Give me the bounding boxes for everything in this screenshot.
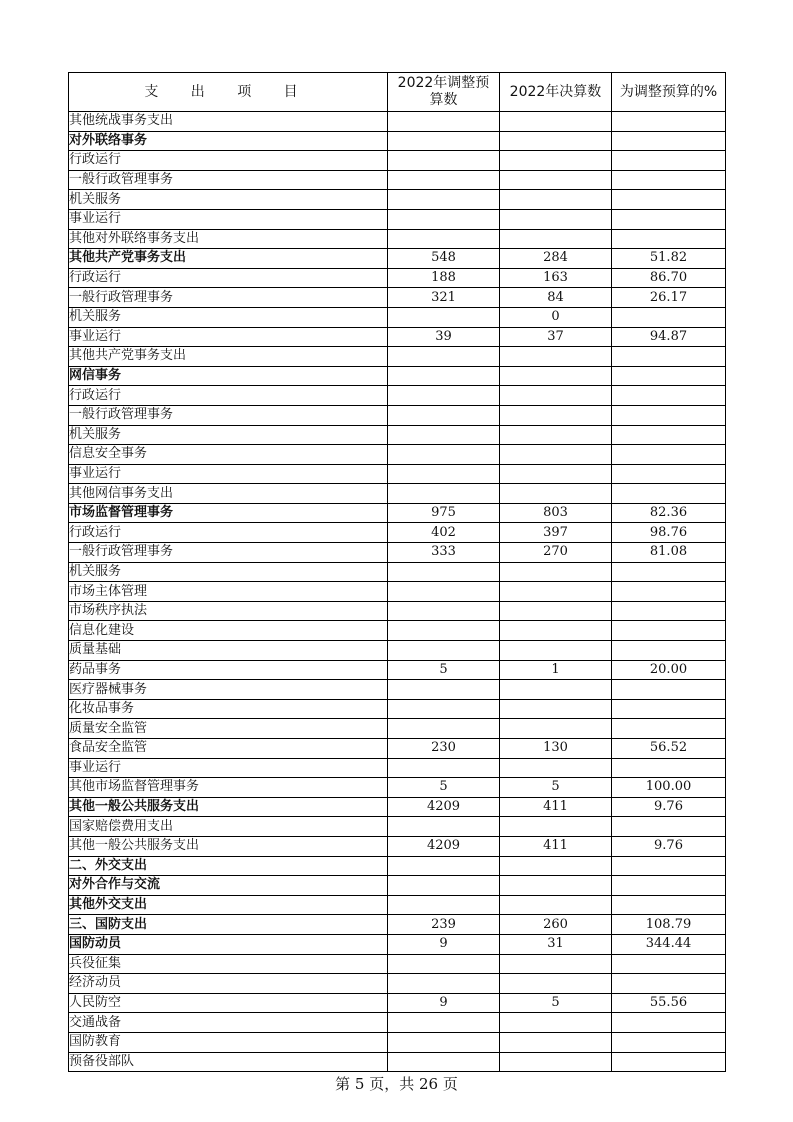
row-adjusted-budget bbox=[388, 601, 500, 621]
row-final-amount bbox=[500, 817, 612, 837]
row-item-name: 网信事务 bbox=[69, 366, 388, 386]
row-item-name: 对外合作与交流 bbox=[69, 876, 388, 896]
row-percent: 94.87 bbox=[612, 327, 726, 347]
row-item-name: 市场秩序执法 bbox=[69, 601, 388, 621]
row-final-amount bbox=[500, 1052, 612, 1072]
row-final-amount bbox=[500, 170, 612, 190]
table-row bbox=[69, 366, 726, 386]
row-item-name: 其他共产党事务支出 bbox=[69, 347, 388, 367]
row-final-amount bbox=[500, 719, 612, 739]
table-body bbox=[69, 112, 726, 1072]
row-adjusted-budget bbox=[388, 895, 500, 915]
row-adjusted-budget bbox=[388, 856, 500, 876]
table-row bbox=[69, 934, 726, 954]
table-row bbox=[69, 190, 726, 210]
table-row bbox=[69, 405, 726, 425]
row-item-name: 预备役部队 bbox=[69, 1052, 388, 1072]
row-adjusted-budget: 5 bbox=[388, 660, 500, 680]
row-percent bbox=[612, 1052, 726, 1072]
row-adjusted-budget bbox=[388, 1032, 500, 1052]
row-adjusted-budget bbox=[388, 209, 500, 229]
row-adjusted-budget bbox=[388, 229, 500, 249]
row-final-amount: 84 bbox=[500, 288, 612, 308]
row-final-amount bbox=[500, 1032, 612, 1052]
row-percent bbox=[612, 641, 726, 661]
table-row bbox=[69, 876, 726, 896]
table-row bbox=[69, 778, 726, 798]
row-adjusted-budget bbox=[388, 484, 500, 504]
row-final-amount: 411 bbox=[500, 797, 612, 817]
row-percent bbox=[612, 621, 726, 641]
row-percent bbox=[612, 209, 726, 229]
table-row bbox=[69, 523, 726, 543]
row-item-name: 化妆品事务 bbox=[69, 699, 388, 719]
row-adjusted-budget bbox=[388, 562, 500, 582]
row-final-amount bbox=[500, 562, 612, 582]
table-row bbox=[69, 151, 726, 171]
table-row bbox=[69, 170, 726, 190]
row-percent bbox=[612, 1032, 726, 1052]
table-row bbox=[69, 425, 726, 445]
row-adjusted-budget bbox=[388, 464, 500, 484]
row-item-name: 行政运行 bbox=[69, 523, 388, 543]
row-item-name: 其他共产党事务支出 bbox=[69, 249, 388, 269]
row-item-name: 三、国防支出 bbox=[69, 915, 388, 935]
row-percent bbox=[612, 307, 726, 327]
row-percent: 108.79 bbox=[612, 915, 726, 935]
table-row bbox=[69, 856, 726, 876]
table-row bbox=[69, 249, 726, 269]
row-percent bbox=[612, 876, 726, 896]
row-final-amount bbox=[500, 190, 612, 210]
row-item-name: 交通战备 bbox=[69, 1013, 388, 1033]
row-item-name: 经济动员 bbox=[69, 974, 388, 994]
row-adjusted-budget bbox=[388, 719, 500, 739]
row-item-name: 市场监督管理事务 bbox=[69, 503, 388, 523]
row-percent bbox=[612, 758, 726, 778]
row-final-amount bbox=[500, 112, 612, 132]
row-item-name: 其他一般公共服务支出 bbox=[69, 797, 388, 817]
row-item-name: 行政运行 bbox=[69, 386, 388, 406]
row-adjusted-budget bbox=[388, 1052, 500, 1072]
row-final-amount bbox=[500, 131, 612, 151]
row-percent bbox=[612, 425, 726, 445]
header-final-accounts: 2022年决算数 bbox=[500, 73, 612, 112]
row-final-amount bbox=[500, 366, 612, 386]
row-adjusted-budget: 9 bbox=[388, 934, 500, 954]
row-final-amount bbox=[500, 464, 612, 484]
row-item-name: 机关服务 bbox=[69, 190, 388, 210]
header-percent-of-budget: 为调整预算的% bbox=[612, 73, 726, 112]
row-final-amount bbox=[500, 758, 612, 778]
table-row bbox=[69, 601, 726, 621]
row-final-amount: 0 bbox=[500, 307, 612, 327]
row-item-name: 国防教育 bbox=[69, 1032, 388, 1052]
row-percent bbox=[612, 170, 726, 190]
table-row bbox=[69, 464, 726, 484]
row-item-name: 食品安全监管 bbox=[69, 739, 388, 759]
row-item-name: 事业运行 bbox=[69, 209, 388, 229]
row-adjusted-budget bbox=[388, 386, 500, 406]
header-adjusted-budget: 2022年调整预算数 bbox=[388, 73, 500, 112]
row-adjusted-budget: 4209 bbox=[388, 797, 500, 817]
row-percent bbox=[612, 190, 726, 210]
table-row bbox=[69, 131, 726, 151]
row-percent bbox=[612, 347, 726, 367]
row-adjusted-budget bbox=[388, 680, 500, 700]
row-percent bbox=[612, 895, 726, 915]
table-row bbox=[69, 288, 726, 308]
row-final-amount bbox=[500, 974, 612, 994]
row-adjusted-budget bbox=[388, 641, 500, 661]
row-item-name: 其他统战事务支出 bbox=[69, 112, 388, 132]
row-final-amount bbox=[500, 582, 612, 602]
row-item-name: 行政运行 bbox=[69, 268, 388, 288]
row-final-amount bbox=[500, 484, 612, 504]
row-final-amount bbox=[500, 386, 612, 406]
row-item-name: 国家赔偿费用支出 bbox=[69, 817, 388, 837]
row-percent: 51.82 bbox=[612, 249, 726, 269]
table-row bbox=[69, 699, 726, 719]
row-percent bbox=[612, 582, 726, 602]
table-row bbox=[69, 739, 726, 759]
row-final-amount bbox=[500, 151, 612, 171]
row-final-amount bbox=[500, 209, 612, 229]
row-percent bbox=[612, 817, 726, 837]
table-row bbox=[69, 817, 726, 837]
row-final-amount bbox=[500, 1013, 612, 1033]
row-percent bbox=[612, 699, 726, 719]
row-final-amount bbox=[500, 601, 612, 621]
row-adjusted-budget: 548 bbox=[388, 249, 500, 269]
row-percent bbox=[612, 680, 726, 700]
row-adjusted-budget bbox=[388, 621, 500, 641]
row-percent bbox=[612, 229, 726, 249]
row-adjusted-budget bbox=[388, 131, 500, 151]
row-percent bbox=[612, 856, 726, 876]
row-adjusted-budget bbox=[388, 876, 500, 896]
table-row bbox=[69, 307, 726, 327]
row-final-amount bbox=[500, 425, 612, 445]
row-percent bbox=[612, 562, 726, 582]
table-row bbox=[69, 680, 726, 700]
table-row bbox=[69, 543, 726, 563]
row-percent: 81.08 bbox=[612, 543, 726, 563]
row-item-name: 二、外交支出 bbox=[69, 856, 388, 876]
row-percent bbox=[612, 954, 726, 974]
row-item-name: 对外联络事务 bbox=[69, 131, 388, 151]
row-percent: 82.36 bbox=[612, 503, 726, 523]
row-final-amount: 5 bbox=[500, 778, 612, 798]
row-percent bbox=[612, 445, 726, 465]
row-adjusted-budget bbox=[388, 366, 500, 386]
table-row bbox=[69, 1013, 726, 1033]
table-row bbox=[69, 503, 726, 523]
row-item-name: 医疗器械事务 bbox=[69, 680, 388, 700]
row-final-amount: 163 bbox=[500, 268, 612, 288]
row-item-name: 一般行政管理事务 bbox=[69, 543, 388, 563]
row-item-name: 一般行政管理事务 bbox=[69, 170, 388, 190]
row-final-amount bbox=[500, 621, 612, 641]
table-row bbox=[69, 621, 726, 641]
row-adjusted-budget: 230 bbox=[388, 739, 500, 759]
row-percent bbox=[612, 405, 726, 425]
table-row bbox=[69, 974, 726, 994]
row-item-name: 人民防空 bbox=[69, 993, 388, 1013]
row-percent bbox=[612, 974, 726, 994]
table-row bbox=[69, 641, 726, 661]
row-percent bbox=[612, 1013, 726, 1033]
table-row bbox=[69, 915, 726, 935]
header-expenditure-item: 支 出 项 目 bbox=[69, 73, 388, 112]
row-final-amount: 803 bbox=[500, 503, 612, 523]
row-adjusted-budget: 239 bbox=[388, 915, 500, 935]
row-item-name: 一般行政管理事务 bbox=[69, 405, 388, 425]
row-item-name: 机关服务 bbox=[69, 307, 388, 327]
row-item-name: 事业运行 bbox=[69, 758, 388, 778]
table-row bbox=[69, 347, 726, 367]
row-adjusted-budget bbox=[388, 170, 500, 190]
row-adjusted-budget bbox=[388, 699, 500, 719]
row-final-amount bbox=[500, 229, 612, 249]
row-percent bbox=[612, 719, 726, 739]
row-percent: 55.56 bbox=[612, 993, 726, 1013]
row-final-amount bbox=[500, 347, 612, 367]
row-percent bbox=[612, 131, 726, 151]
row-adjusted-budget: 188 bbox=[388, 268, 500, 288]
row-adjusted-budget: 39 bbox=[388, 327, 500, 347]
row-adjusted-budget bbox=[388, 307, 500, 327]
row-item-name: 质量基础 bbox=[69, 641, 388, 661]
table-row bbox=[69, 562, 726, 582]
row-final-amount bbox=[500, 699, 612, 719]
row-adjusted-budget: 402 bbox=[388, 523, 500, 543]
row-adjusted-budget bbox=[388, 151, 500, 171]
row-percent: 86.70 bbox=[612, 268, 726, 288]
row-adjusted-budget bbox=[388, 347, 500, 367]
row-item-name: 一般行政管理事务 bbox=[69, 288, 388, 308]
row-final-amount: 260 bbox=[500, 915, 612, 935]
row-percent: 100.00 bbox=[612, 778, 726, 798]
row-adjusted-budget bbox=[388, 954, 500, 974]
row-adjusted-budget bbox=[388, 582, 500, 602]
row-item-name: 其他网信事务支出 bbox=[69, 484, 388, 504]
row-percent: 9.76 bbox=[612, 836, 726, 856]
row-final-amount bbox=[500, 895, 612, 915]
row-item-name: 事业运行 bbox=[69, 464, 388, 484]
row-adjusted-budget bbox=[388, 974, 500, 994]
row-final-amount bbox=[500, 445, 612, 465]
table-row bbox=[69, 993, 726, 1013]
row-adjusted-budget: 333 bbox=[388, 543, 500, 563]
row-percent: 344.44 bbox=[612, 934, 726, 954]
row-percent bbox=[612, 386, 726, 406]
row-adjusted-budget: 4209 bbox=[388, 836, 500, 856]
table-row bbox=[69, 327, 726, 347]
row-item-name: 其他外交支出 bbox=[69, 895, 388, 915]
row-percent bbox=[612, 464, 726, 484]
row-item-name: 机关服务 bbox=[69, 562, 388, 582]
row-item-name: 药品事务 bbox=[69, 660, 388, 680]
row-item-name: 其他一般公共服务支出 bbox=[69, 836, 388, 856]
row-percent: 56.52 bbox=[612, 739, 726, 759]
row-adjusted-budget bbox=[388, 190, 500, 210]
row-percent: 9.76 bbox=[612, 797, 726, 817]
row-final-amount: 31 bbox=[500, 934, 612, 954]
table-header-row bbox=[69, 73, 726, 112]
row-adjusted-budget bbox=[388, 1013, 500, 1033]
row-final-amount bbox=[500, 856, 612, 876]
row-item-name: 其他对外联络事务支出 bbox=[69, 229, 388, 249]
row-adjusted-budget bbox=[388, 445, 500, 465]
row-item-name: 国防动员 bbox=[69, 934, 388, 954]
row-percent bbox=[612, 601, 726, 621]
row-final-amount: 397 bbox=[500, 523, 612, 543]
table-row bbox=[69, 112, 726, 132]
table-row bbox=[69, 1032, 726, 1052]
row-adjusted-budget bbox=[388, 405, 500, 425]
budget-sheet bbox=[68, 72, 725, 1072]
table-row bbox=[69, 1052, 726, 1072]
table-row bbox=[69, 582, 726, 602]
table-row bbox=[69, 797, 726, 817]
row-item-name: 信息化建设 bbox=[69, 621, 388, 641]
row-final-amount: 270 bbox=[500, 543, 612, 563]
table-row bbox=[69, 386, 726, 406]
table-row bbox=[69, 209, 726, 229]
row-final-amount: 1 bbox=[500, 660, 612, 680]
table-row bbox=[69, 484, 726, 504]
table-row bbox=[69, 445, 726, 465]
row-adjusted-budget: 321 bbox=[388, 288, 500, 308]
table-row bbox=[69, 836, 726, 856]
row-final-amount bbox=[500, 680, 612, 700]
page-number: 第 5 页，共 26 页 bbox=[335, 1075, 458, 1093]
table-row bbox=[69, 758, 726, 778]
row-final-amount: 37 bbox=[500, 327, 612, 347]
row-percent: 98.76 bbox=[612, 523, 726, 543]
row-item-name: 质量安全监管 bbox=[69, 719, 388, 739]
row-percent: 26.17 bbox=[612, 288, 726, 308]
table-row bbox=[69, 660, 726, 680]
row-item-name: 兵役征集 bbox=[69, 954, 388, 974]
row-adjusted-budget bbox=[388, 817, 500, 837]
expenditure-table bbox=[68, 72, 726, 1072]
row-final-amount bbox=[500, 876, 612, 896]
row-final-amount bbox=[500, 641, 612, 661]
table-row bbox=[69, 268, 726, 288]
row-item-name: 市场主体管理 bbox=[69, 582, 388, 602]
table-row bbox=[69, 719, 726, 739]
table-row bbox=[69, 229, 726, 249]
row-percent bbox=[612, 151, 726, 171]
row-final-amount bbox=[500, 405, 612, 425]
row-adjusted-budget bbox=[388, 758, 500, 778]
row-final-amount: 284 bbox=[500, 249, 612, 269]
row-adjusted-budget: 9 bbox=[388, 993, 500, 1013]
row-adjusted-budget bbox=[388, 112, 500, 132]
row-percent bbox=[612, 366, 726, 386]
row-item-name: 信息安全事务 bbox=[69, 445, 388, 465]
row-percent bbox=[612, 484, 726, 504]
row-percent: 20.00 bbox=[612, 660, 726, 680]
row-final-amount bbox=[500, 954, 612, 974]
row-item-name: 行政运行 bbox=[69, 151, 388, 171]
row-final-amount: 130 bbox=[500, 739, 612, 759]
row-item-name: 其他市场监督管理事务 bbox=[69, 778, 388, 798]
row-final-amount: 5 bbox=[500, 993, 612, 1013]
table-row bbox=[69, 895, 726, 915]
row-item-name: 事业运行 bbox=[69, 327, 388, 347]
row-final-amount: 411 bbox=[500, 836, 612, 856]
table-row bbox=[69, 954, 726, 974]
row-adjusted-budget bbox=[388, 425, 500, 445]
row-adjusted-budget: 975 bbox=[388, 503, 500, 523]
row-percent bbox=[612, 112, 726, 132]
row-adjusted-budget: 5 bbox=[388, 778, 500, 798]
row-item-name: 机关服务 bbox=[69, 425, 388, 445]
